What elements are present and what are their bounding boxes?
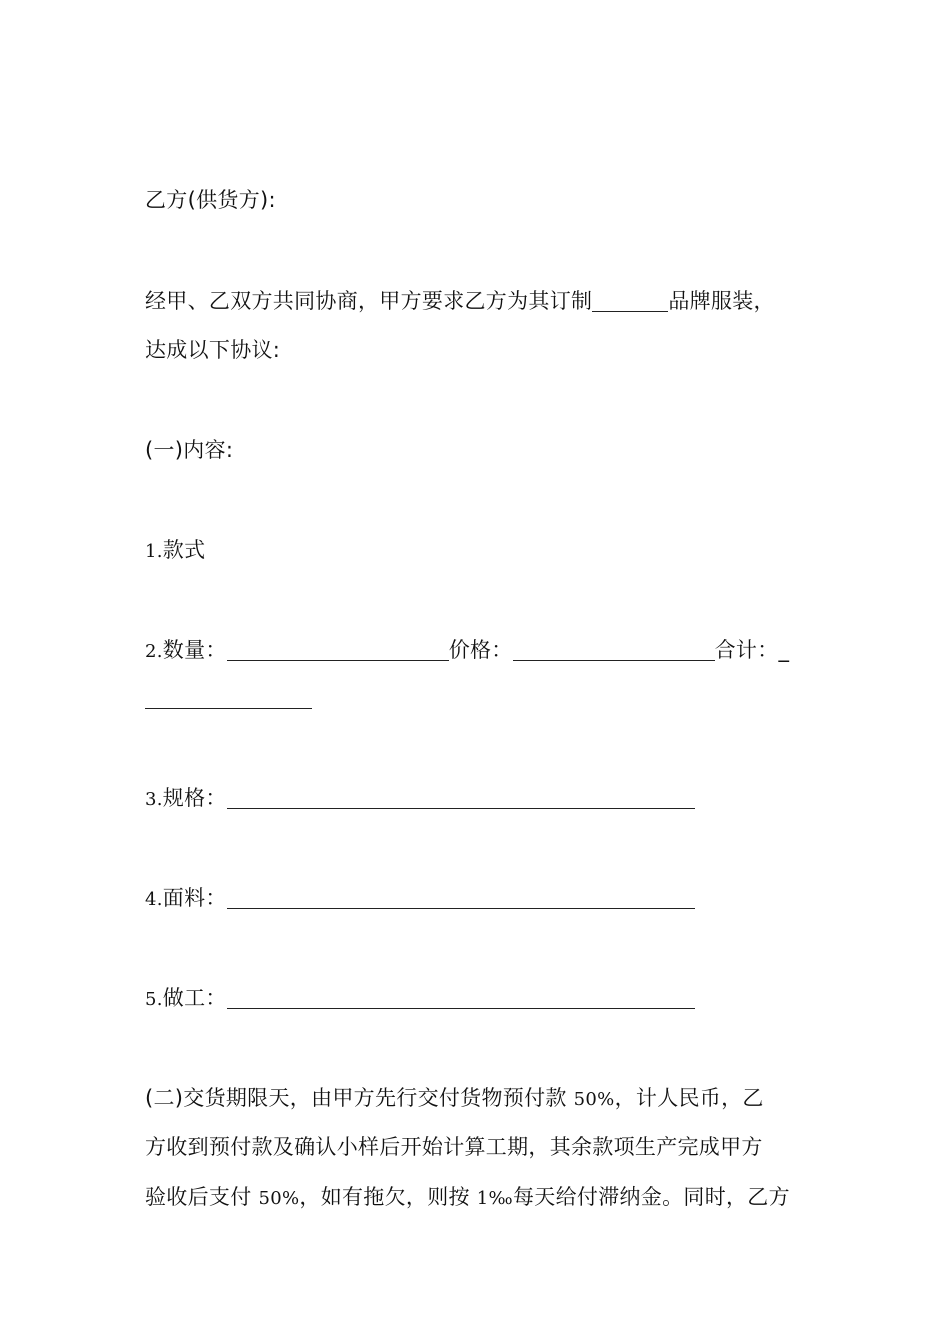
text: ，计人民币，乙 [614,1086,764,1110]
item-number: 3. [145,789,163,810]
item-label-quantity: 数量： [162,638,227,662]
intro-text: 经甲、乙双方共同协商，甲方要求乙方为其订制 [145,289,593,313]
item-number: 1. [145,541,163,562]
item-label: 面料： [162,886,227,910]
text: (二)交货期限天，由甲方先行交付货物预付款 [145,1086,574,1110]
permille: 1‰ [476,1188,513,1209]
text: 方收到预付款及确认小样后开始计算工期，其余款项生产完成甲方 [145,1135,763,1159]
quantity-blank [227,640,449,661]
item-label: 款式 [162,538,206,562]
item-number: 5. [145,989,163,1010]
intro-line-2: 达成以下协议: [145,338,281,362]
item-number: 4. [145,889,163,910]
total-blank-start: _ [778,638,790,662]
party-b-label: 乙方(供货方): [145,188,276,212]
text: ，如有拖欠，则按 [299,1185,477,1209]
section-2-line-3 [145,1183,790,1213]
price-blank [513,640,715,661]
percent: 50% [258,1188,300,1209]
total-blank-continuation [145,684,312,712]
item-1 [145,536,205,566]
workmanship-blank [227,988,695,1009]
item-number: 2. [145,641,163,662]
fabric-blank [227,888,695,909]
item-4 [145,884,695,914]
intro-suffix: 品牌服装， [668,289,775,313]
item-label: 做工： [162,986,227,1010]
intro-line-1 [145,287,775,315]
total-blank [145,688,312,709]
text: 每天给付滞纳金。同时，乙方 [513,1185,790,1209]
item-label-total: 合计： [714,638,779,662]
text: 验收后支付 [145,1185,259,1209]
spec-blank [227,788,695,809]
section-1-title: (一)内容: [145,438,234,462]
item-label-price: 价格： [448,638,513,662]
item-label: 规格： [162,786,227,810]
brand-blank [592,291,668,312]
section-2-line-1 [145,1084,764,1114]
section-2-line-2 [145,1133,763,1161]
item-5 [145,984,695,1014]
percent: 50% [573,1089,615,1110]
item-2 [145,636,789,666]
item-3 [145,784,695,814]
